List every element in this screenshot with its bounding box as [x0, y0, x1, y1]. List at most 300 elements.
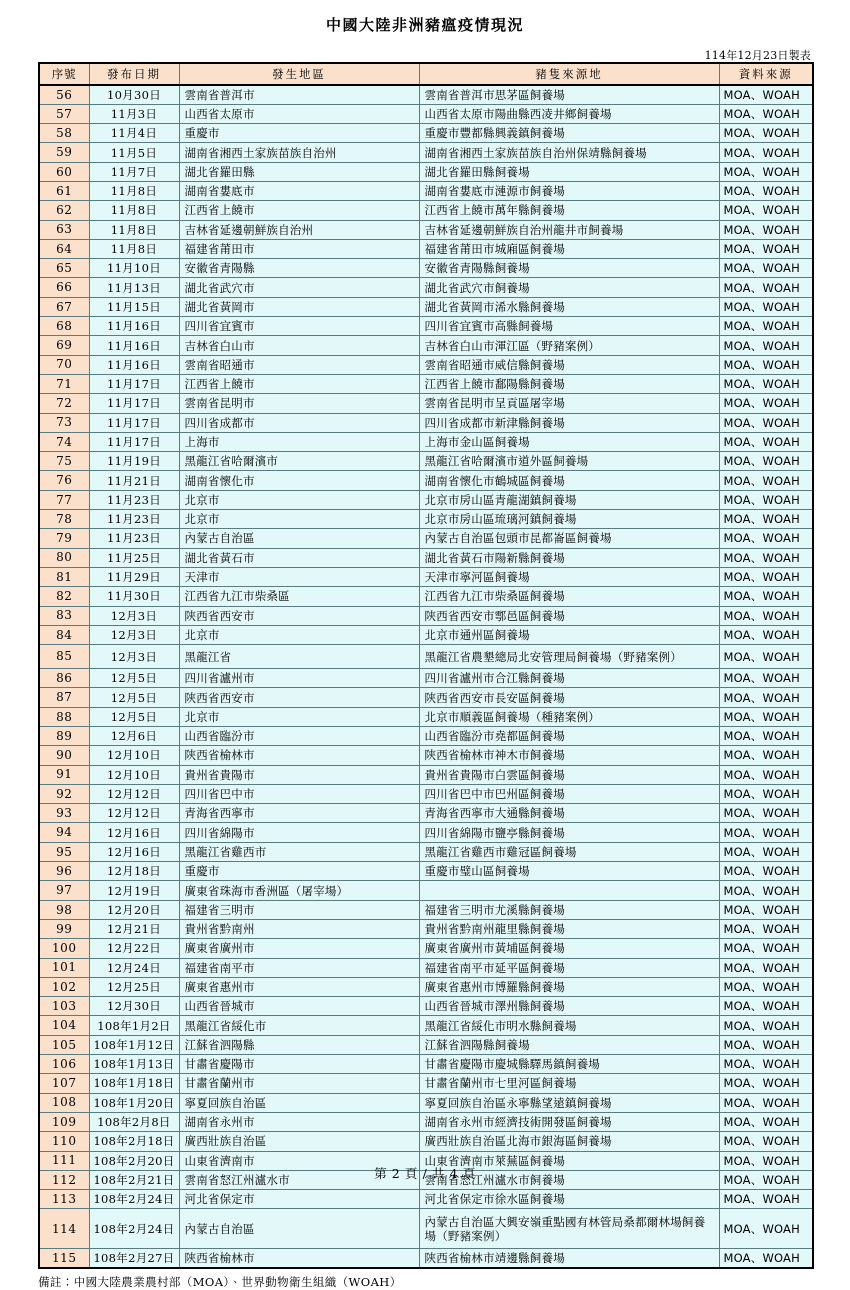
- cell-region: 福建省三明市: [179, 900, 419, 919]
- cell-date: 11月23日: [89, 490, 179, 509]
- cell-region: 廣東省珠海市香洲區（屠宰場）: [179, 881, 419, 900]
- cell-ref: MOA、WOAH: [719, 1190, 813, 1209]
- cell-ref: MOA、WOAH: [719, 336, 813, 355]
- cell-source: 山西省臨汾市堯都區飼養場: [419, 727, 719, 746]
- cell-region: 黑龍江省哈爾濱市: [179, 452, 419, 471]
- cell-source: 內蒙古自治區包頭市昆都崙區飼養場: [419, 529, 719, 548]
- cell-region: 內蒙古自治區: [179, 529, 419, 548]
- cell-region: 天津市: [179, 567, 419, 586]
- table-row: [39, 707, 813, 726]
- column-header-region: 發生地區: [179, 63, 419, 85]
- cell-source: 北京市通州區飼養場: [419, 625, 719, 644]
- cell-region: 湖北省武穴市: [179, 278, 419, 297]
- cell-ref: MOA、WOAH: [719, 625, 813, 644]
- cell-date: 108年2月18日: [89, 1132, 179, 1151]
- cell-date: 11月16日: [89, 355, 179, 374]
- cell-ref: MOA、WOAH: [719, 842, 813, 861]
- table-row: [39, 181, 813, 200]
- cell-date: 11月8日: [89, 201, 179, 220]
- cell-date: 11月17日: [89, 413, 179, 432]
- table-row: [39, 143, 813, 162]
- cell-seq: 82: [39, 587, 89, 606]
- table-row: [39, 471, 813, 490]
- cell-ref: MOA、WOAH: [719, 669, 813, 688]
- cell-date: 12月21日: [89, 919, 179, 938]
- cell-ref: MOA、WOAH: [719, 919, 813, 938]
- cell-source: 青海省西寧市大通縣飼養場: [419, 804, 719, 823]
- cell-date: 11月8日: [89, 181, 179, 200]
- cell-region: 山西省晉城市: [179, 997, 419, 1016]
- cell-region: 吉林省白山市: [179, 336, 419, 355]
- cell-source: 四川省瀘州市合江縣飼養場: [419, 669, 719, 688]
- table-row: [39, 162, 813, 181]
- cell-date: 11月13日: [89, 278, 179, 297]
- column-header-source: 豬隻來源地: [419, 63, 719, 85]
- table-row: [39, 1190, 813, 1209]
- cell-region: 雲南省怒江州瀘水市: [179, 1170, 419, 1189]
- cell-ref: MOA、WOAH: [719, 1170, 813, 1189]
- cell-source: 河北省保定市徐水區飼養場: [419, 1190, 719, 1209]
- table-row: [39, 997, 813, 1016]
- cell-seq: 93: [39, 804, 89, 823]
- cell-source: 陝西省榆林市靖邊縣飼養場: [419, 1249, 719, 1268]
- cell-date: 11月8日: [89, 220, 179, 239]
- cell-region: 湖北省黃岡市: [179, 297, 419, 316]
- cell-seq: 79: [39, 529, 89, 548]
- cell-region: 湖南省永州市: [179, 1112, 419, 1131]
- cell-seq: 110: [39, 1132, 89, 1151]
- cell-date: 108年2月21日: [89, 1170, 179, 1189]
- cell-region: 湖南省懷化市: [179, 471, 419, 490]
- table-row: [39, 919, 813, 938]
- cell-region: 貴州省黔南州: [179, 919, 419, 938]
- cell-region: 四川省綿陽市: [179, 823, 419, 842]
- cell-source: 山西省晉城市澤州縣飼養場: [419, 997, 719, 1016]
- cell-date: 11月17日: [89, 394, 179, 413]
- table-row: [39, 1055, 813, 1074]
- cell-ref: MOA、WOAH: [719, 1055, 813, 1074]
- cell-date: 11月23日: [89, 510, 179, 529]
- table-row: [39, 201, 813, 220]
- cell-seq: 113: [39, 1190, 89, 1209]
- cell-ref: MOA、WOAH: [719, 804, 813, 823]
- table-row: [39, 823, 813, 842]
- table-container: [0, 62, 850, 1269]
- cell-ref: MOA、WOAH: [719, 85, 813, 104]
- cell-seq: 67: [39, 297, 89, 316]
- table-row: [39, 804, 813, 823]
- cell-region: 福建省南平市: [179, 958, 419, 977]
- cell-ref: MOA、WOAH: [719, 881, 813, 900]
- cell-source: 重慶市璧山區飼養場: [419, 862, 719, 881]
- cell-region: 雲南省昆明市: [179, 394, 419, 413]
- cell-source: 黑龍江省農墾總局北安管理局飼養場（野豬案例）: [419, 645, 719, 669]
- cell-seq: 80: [39, 548, 89, 567]
- table-row: [39, 625, 813, 644]
- table-row: [39, 239, 813, 258]
- cell-source: 黑龍江省雞西市雞冠區飼養場: [419, 842, 719, 861]
- cell-region: 江蘇省泗陽縣: [179, 1035, 419, 1054]
- cell-region: 山西省太原市: [179, 104, 419, 123]
- cell-source: 貴州省黔南州龍里縣飼養場: [419, 919, 719, 938]
- table-row: [39, 784, 813, 803]
- table-body: [39, 85, 813, 1268]
- cell-date: 12月19日: [89, 881, 179, 900]
- cell-seq: 109: [39, 1112, 89, 1131]
- cell-ref: MOA、WOAH: [719, 1209, 813, 1249]
- cell-ref: MOA、WOAH: [719, 239, 813, 258]
- cell-date: 11月30日: [89, 587, 179, 606]
- table-row: [39, 727, 813, 746]
- cell-date: 11月4日: [89, 124, 179, 143]
- cell-seq: 68: [39, 317, 89, 336]
- cell-ref: MOA、WOAH: [719, 452, 813, 471]
- cell-ref: MOA、WOAH: [719, 1093, 813, 1112]
- cell-source: 上海市金山區飼養場: [419, 432, 719, 451]
- cell-source: 湖南省永州市經濟技術開發區飼養場: [419, 1112, 719, 1131]
- table-row: [39, 1016, 813, 1035]
- cell-date: 108年2月8日: [89, 1112, 179, 1131]
- cell-ref: MOA、WOAH: [719, 104, 813, 123]
- cell-seq: 114: [39, 1209, 89, 1249]
- table-row: [39, 881, 813, 900]
- table-row: [39, 567, 813, 586]
- cell-seq: 62: [39, 201, 89, 220]
- cell-ref: MOA、WOAH: [719, 394, 813, 413]
- cell-source: 福建省莆田市城廂區飼養場: [419, 239, 719, 258]
- cell-source: 福建省三明市尤溪縣飼養場: [419, 900, 719, 919]
- cell-seq: 72: [39, 394, 89, 413]
- cell-region: 貴州省貴陽市: [179, 765, 419, 784]
- cell-ref: MOA、WOAH: [719, 567, 813, 586]
- epidemic-table: [38, 62, 814, 1269]
- cell-seq: 81: [39, 567, 89, 586]
- table-row: [39, 85, 813, 104]
- cell-region: 湖南省湘西土家族苗族自治州: [179, 143, 419, 162]
- cell-source: 四川省宜賓市高縣飼養場: [419, 317, 719, 336]
- cell-date: 11月25日: [89, 548, 179, 567]
- cell-seq: 107: [39, 1074, 89, 1093]
- cell-date: 108年2月20日: [89, 1151, 179, 1170]
- cell-region: 北京市: [179, 707, 419, 726]
- cell-seq: 89: [39, 727, 89, 746]
- table-row: [39, 510, 813, 529]
- table-row: [39, 355, 813, 374]
- cell-ref: MOA、WOAH: [719, 510, 813, 529]
- cell-seq: 94: [39, 823, 89, 842]
- cell-source: 湖北省羅田縣飼養場: [419, 162, 719, 181]
- cell-date: 12月16日: [89, 823, 179, 842]
- cell-date: 12月3日: [89, 645, 179, 669]
- table-row: [39, 842, 813, 861]
- table-row: [39, 958, 813, 977]
- cell-source: 雲南省昭通市威信縣飼養場: [419, 355, 719, 374]
- cell-seq: 96: [39, 862, 89, 881]
- cell-seq: 103: [39, 997, 89, 1016]
- cell-ref: MOA、WOAH: [719, 587, 813, 606]
- cell-region: 寧夏回族自治區: [179, 1093, 419, 1112]
- cell-seq: 69: [39, 336, 89, 355]
- cell-source: 湖南省婁底市漣源市飼養場: [419, 181, 719, 200]
- cell-region: 四川省巴中市: [179, 784, 419, 803]
- table-row: [39, 688, 813, 707]
- cell-region: 湖南省婁底市: [179, 181, 419, 200]
- table-row: [39, 336, 813, 355]
- cell-seq: 59: [39, 143, 89, 162]
- cell-region: 重慶市: [179, 124, 419, 143]
- cell-source: 吉林省延邊朝鮮族自治州龍井市飼養場: [419, 220, 719, 239]
- stamp-row: [0, 44, 850, 62]
- cell-region: 陝西省西安市: [179, 688, 419, 707]
- cell-date: 11月16日: [89, 317, 179, 336]
- cell-seq: 66: [39, 278, 89, 297]
- cell-ref: MOA、WOAH: [719, 317, 813, 336]
- cell-date: 12月3日: [89, 606, 179, 625]
- cell-date: 108年2月24日: [89, 1190, 179, 1209]
- table-row: [39, 939, 813, 958]
- table-row: [39, 900, 813, 919]
- cell-date: 12月5日: [89, 707, 179, 726]
- cell-seq: 73: [39, 413, 89, 432]
- cell-ref: MOA、WOAH: [719, 413, 813, 432]
- cell-date: 12月30日: [89, 997, 179, 1016]
- cell-ref: MOA、WOAH: [719, 471, 813, 490]
- cell-source: 黑龍江省綏化市明水縣飼養場: [419, 1016, 719, 1035]
- table-row: [39, 374, 813, 393]
- cell-source: 寧夏回族自治區永寧縣望遠鎮飼養場: [419, 1093, 719, 1112]
- cell-seq: 88: [39, 707, 89, 726]
- cell-region: 山西省臨汾市: [179, 727, 419, 746]
- cell-date: 108年1月20日: [89, 1093, 179, 1112]
- cell-seq: 71: [39, 374, 89, 393]
- cell-source: 四川省綿陽市鹽亭縣飼養場: [419, 823, 719, 842]
- cell-seq: 70: [39, 355, 89, 374]
- cell-ref: MOA、WOAH: [719, 707, 813, 726]
- cell-seq: 91: [39, 765, 89, 784]
- cell-ref: MOA、WOAH: [719, 220, 813, 239]
- table-row: [39, 548, 813, 567]
- cell-ref: MOA、WOAH: [719, 374, 813, 393]
- cell-source: 湖北省黃石市陽新縣飼養場: [419, 548, 719, 567]
- cell-ref: MOA、WOAH: [719, 1151, 813, 1170]
- table-row: [39, 1209, 813, 1249]
- cell-ref: MOA、WOAH: [719, 958, 813, 977]
- cell-ref: MOA、WOAH: [719, 124, 813, 143]
- table-row: [39, 259, 813, 278]
- cell-seq: 57: [39, 104, 89, 123]
- cell-region: 甘肅省蘭州市: [179, 1074, 419, 1093]
- cell-seq: 100: [39, 939, 89, 958]
- cell-date: 11月7日: [89, 162, 179, 181]
- cell-ref: MOA、WOAH: [719, 746, 813, 765]
- cell-ref: MOA、WOAH: [719, 784, 813, 803]
- cell-region: 江西省九江市柴桑區: [179, 587, 419, 606]
- cell-region: 四川省成都市: [179, 413, 419, 432]
- cell-ref: MOA、WOAH: [719, 1074, 813, 1093]
- cell-source: 貴州省貴陽市白雲區飼養場: [419, 765, 719, 784]
- cell-source: 湖南省懷化市鶴城區飼養場: [419, 471, 719, 490]
- cell-seq: 87: [39, 688, 89, 707]
- page-title: 中國大陸非洲豬瘟疫情現況: [325, 16, 524, 34]
- cell-source: 山西省太原市陽曲縣西凌井鄉飼養場: [419, 104, 719, 123]
- cell-source: 廣西壯族自治區北海市銀海區飼養場: [419, 1132, 719, 1151]
- cell-seq: 102: [39, 977, 89, 996]
- cell-date: 108年1月18日: [89, 1074, 179, 1093]
- cell-source: 陝西省西安市長安區飼養場: [419, 688, 719, 707]
- cell-seq: 56: [39, 85, 89, 104]
- cell-source: 甘肅省蘭州市七里河區飼養場: [419, 1074, 719, 1093]
- cell-source: 四川省巴中市巴州區飼養場: [419, 784, 719, 803]
- cell-date: 12月24日: [89, 958, 179, 977]
- cell-source: 雲南省怒江州瀘水市飼養場: [419, 1170, 719, 1189]
- cell-ref: MOA、WOAH: [719, 900, 813, 919]
- table-row: [39, 862, 813, 881]
- cell-date: 11月16日: [89, 336, 179, 355]
- table-row: [39, 413, 813, 432]
- cell-ref: MOA、WOAH: [719, 1249, 813, 1268]
- cell-seq: 106: [39, 1055, 89, 1074]
- cell-region: 北京市: [179, 490, 419, 509]
- cell-region: 福建省莆田市: [179, 239, 419, 258]
- cell-seq: 101: [39, 958, 89, 977]
- cell-date: 108年1月2日: [89, 1016, 179, 1035]
- cell-region: 重慶市: [179, 862, 419, 881]
- cell-region: 四川省瀘州市: [179, 669, 419, 688]
- cell-ref: MOA、WOAH: [719, 606, 813, 625]
- table-row: [39, 529, 813, 548]
- cell-region: 甘肅省慶陽市: [179, 1055, 419, 1074]
- cell-ref: MOA、WOAH: [719, 490, 813, 509]
- cell-ref: MOA、WOAH: [719, 977, 813, 996]
- cell-date: 11月15日: [89, 297, 179, 316]
- cell-region: 廣東省惠州市: [179, 977, 419, 996]
- cell-date: 12月18日: [89, 862, 179, 881]
- cell-region: 江西省上饒市: [179, 374, 419, 393]
- table-row: [39, 124, 813, 143]
- cell-date: 12月12日: [89, 784, 179, 803]
- cell-region: 黑龍江省綏化市: [179, 1016, 419, 1035]
- cell-source: 吉林省白山市渾江區（野豬案例）: [419, 336, 719, 355]
- cell-region: 吉林省延邊朝鮮族自治州: [179, 220, 419, 239]
- table-row: [39, 394, 813, 413]
- cell-date: 11月5日: [89, 143, 179, 162]
- cell-date: 11月17日: [89, 374, 179, 393]
- cell-date: 12月20日: [89, 900, 179, 919]
- cell-ref: MOA、WOAH: [719, 278, 813, 297]
- table-row: [39, 606, 813, 625]
- cell-seq: 74: [39, 432, 89, 451]
- cell-seq: 90: [39, 746, 89, 765]
- cell-source: 四川省成都市新津縣飼養場: [419, 413, 719, 432]
- cell-ref: MOA、WOAH: [719, 143, 813, 162]
- cell-source: 甘肅省慶陽市慶城縣驛馬鎮飼養場: [419, 1055, 719, 1074]
- cell-source: 江蘇省泗陽縣飼養場: [419, 1035, 719, 1054]
- cell-region: 四川省宜賓市: [179, 317, 419, 336]
- table-row: [39, 220, 813, 239]
- cell-ref: MOA、WOAH: [719, 548, 813, 567]
- cell-seq: 65: [39, 259, 89, 278]
- cell-date: 12月10日: [89, 746, 179, 765]
- cell-region: 陝西省榆林市: [179, 1249, 419, 1268]
- cell-seq: 60: [39, 162, 89, 181]
- cell-region: 內蒙古自治區: [179, 1209, 419, 1249]
- cell-date: 12月16日: [89, 842, 179, 861]
- cell-ref: MOA、WOAH: [719, 1035, 813, 1054]
- table-row: [39, 432, 813, 451]
- table-row: [39, 1074, 813, 1093]
- table-row: [39, 587, 813, 606]
- cell-region: 廣西壯族自治區: [179, 1132, 419, 1151]
- cell-source: 內蒙古自治區大興安嶺重點國有林管局桑都爾林場飼養場（野豬案例）: [419, 1209, 719, 1249]
- cell-region: 安徽省青陽縣: [179, 259, 419, 278]
- cell-source: 湖南省湘西土家族苗族自治州保靖縣飼養場: [419, 143, 719, 162]
- cell-seq: 78: [39, 510, 89, 529]
- cell-ref: MOA、WOAH: [719, 181, 813, 200]
- cell-ref: MOA、WOAH: [719, 1132, 813, 1151]
- cell-source: 江西省上饒市鄱陽縣飼養場: [419, 374, 719, 393]
- cell-date: 12月12日: [89, 804, 179, 823]
- cell-ref: MOA、WOAH: [719, 529, 813, 548]
- cell-date: 12月10日: [89, 765, 179, 784]
- table-row: [39, 1112, 813, 1131]
- cell-source: 陝西省榆林市神木市飼養場: [419, 746, 719, 765]
- cell-seq: 108: [39, 1093, 89, 1112]
- cell-source: 安徽省青陽縣飼養場: [419, 259, 719, 278]
- cell-region: 廣東省廣州市: [179, 939, 419, 958]
- cell-date: 12月22日: [89, 939, 179, 958]
- cell-seq: 84: [39, 625, 89, 644]
- cell-source: 北京市順義區飼養場（種豬案例）: [419, 707, 719, 726]
- cell-ref: MOA、WOAH: [719, 823, 813, 842]
- cell-seq: 83: [39, 606, 89, 625]
- column-header-seq: 序號: [39, 63, 89, 85]
- cell-seq: 99: [39, 919, 89, 938]
- cell-source: 福建省南平市延平區飼養場: [419, 958, 719, 977]
- cell-seq: 95: [39, 842, 89, 861]
- cell-source: [419, 881, 719, 900]
- cell-seq: 111: [39, 1151, 89, 1170]
- cell-date: 11月19日: [89, 452, 179, 471]
- cell-source: 北京市房山區青龍湖鎮飼養場: [419, 490, 719, 509]
- cell-seq: 92: [39, 784, 89, 803]
- cell-date: 12月5日: [89, 688, 179, 707]
- cell-region: 北京市: [179, 625, 419, 644]
- cell-ref: MOA、WOAH: [719, 645, 813, 669]
- cell-seq: 104: [39, 1016, 89, 1035]
- cell-ref: MOA、WOAH: [719, 765, 813, 784]
- cell-region: 山東省濟南市: [179, 1151, 419, 1170]
- cell-seq: 75: [39, 452, 89, 471]
- cell-date: 11月8日: [89, 239, 179, 258]
- cell-region: 湖北省黃石市: [179, 548, 419, 567]
- table-row: [39, 645, 813, 669]
- cell-region: 黑龍江省雞西市: [179, 842, 419, 861]
- table-row: [39, 1132, 813, 1151]
- table-row: [39, 1093, 813, 1112]
- cell-source: 重慶市豐都縣興義鎮飼養場: [419, 124, 719, 143]
- cell-seq: 76: [39, 471, 89, 490]
- cell-source: 陝西省西安市鄠邑區飼養場: [419, 606, 719, 625]
- table-row: [39, 317, 813, 336]
- cell-source: 江西省上饒市萬年縣飼養場: [419, 201, 719, 220]
- table-row: [39, 1249, 813, 1268]
- cell-seq: 64: [39, 239, 89, 258]
- cell-region: 陝西省西安市: [179, 606, 419, 625]
- table-row: [39, 746, 813, 765]
- table-row: [39, 765, 813, 784]
- cell-seq: 85: [39, 645, 89, 669]
- cell-source: 天津市寧河區飼養場: [419, 567, 719, 586]
